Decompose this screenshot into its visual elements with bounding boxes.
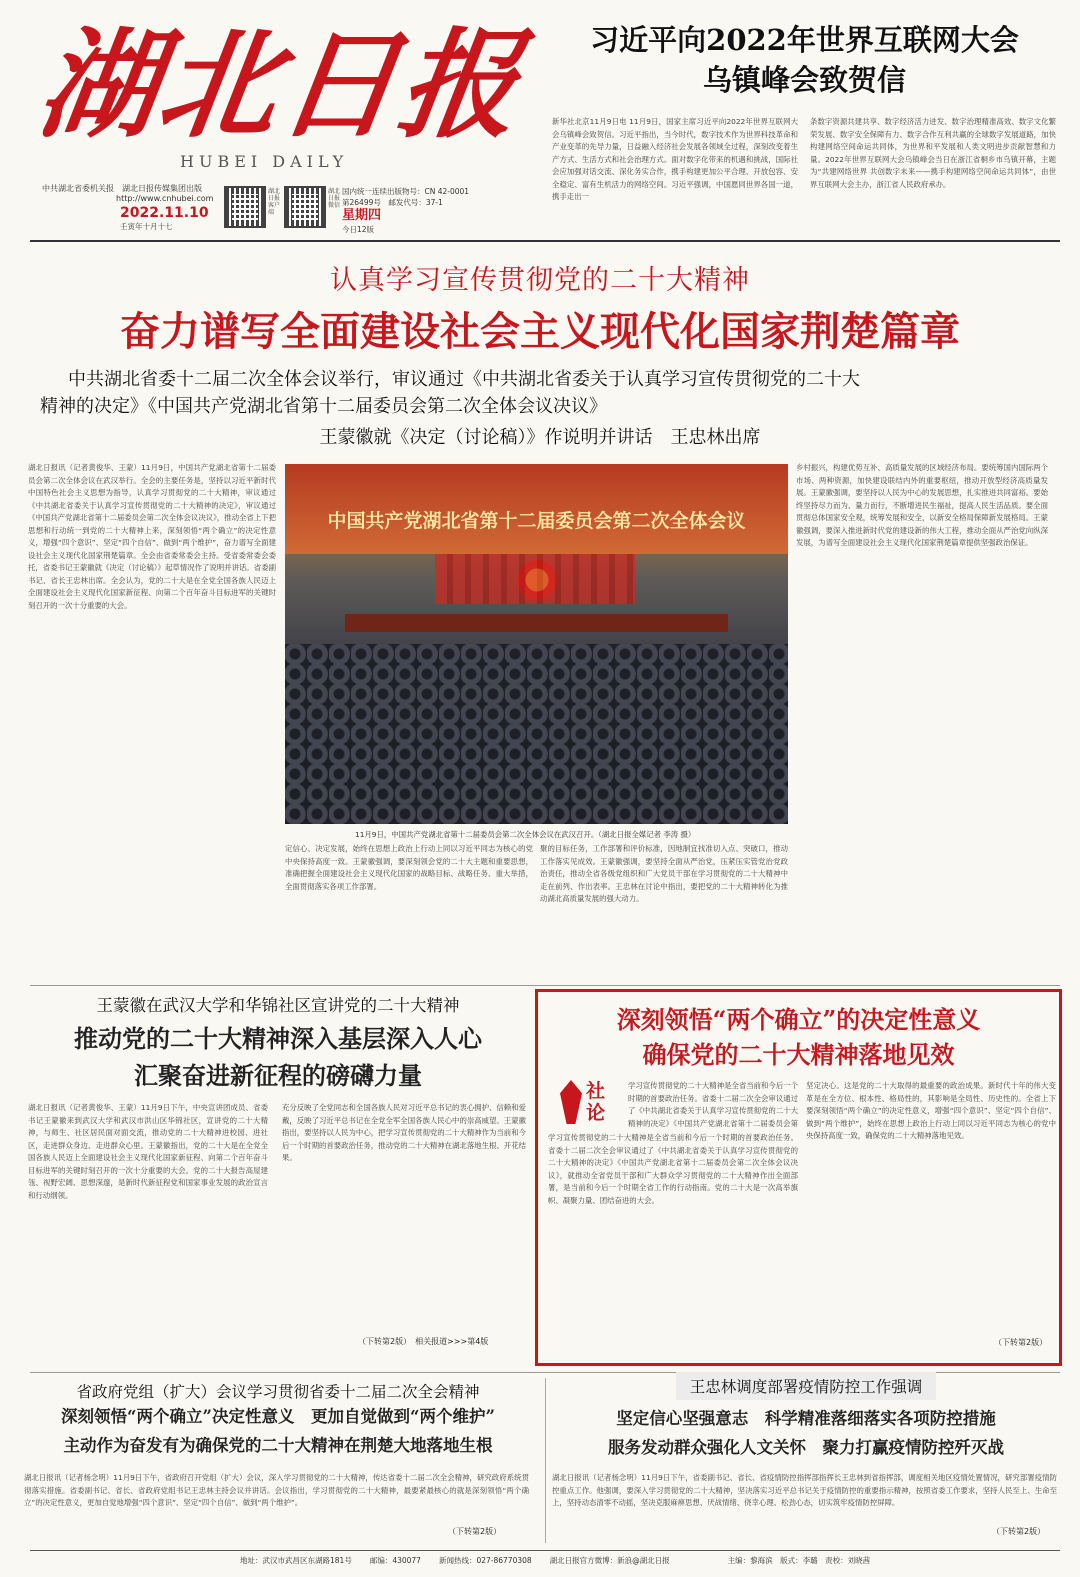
story-2-kicker: 王蒙徽在武汉大学和华锦社区宣讲党的二十大精神 (96, 996, 460, 1015)
editorial-body-1b: 学习宣传贯彻党的二十大精神是全省当前和今后一个时期的首要政治任务。省委十二届二次全会审议通过了《中共湖北省委关于认真学习宣传贯彻党的二十大精神的决定》《中国共产党湖北省第十二届委员会第 (628, 1081, 798, 1128)
story-3-continue[interactable]: （下转第2版） (448, 1527, 502, 1536)
story-2-body-2: 充分反映了全党同志和全国各族人民对习近平总书记的衷心拥护、信赖和爱戴，反映了习近平总书记在全党全军全国各族人民心中的崇高威望。王蒙徽指出，要坚持以人民为中心，把学习宣传贯彻党的二十大精神作为当前和今后一个时期的首要政治任务，推动党的二十大精神在湖北落地生根、开花结果。 (282, 1103, 526, 1162)
website-url[interactable]: http://www.cnhubei.com (116, 194, 214, 203)
footer-divider (30, 1550, 1060, 1551)
lead-photo[interactable] (285, 464, 788, 824)
story-4 (552, 1372, 1060, 1547)
photo-flags (435, 554, 635, 604)
lead-body-mid-1: 定信心、决定发展，始终在思想上政治上行动上同以习近平同志为核心的党中央保持高度一致。王蒙徽强调，要深刻领会党的二十大主题和重要思想，准确把握全面建设社会主义现代化国家的战略目标、战略任务、重大举措，全面贯彻落实各项工作部署。 (285, 844, 533, 891)
lead-subhead-2: 精神的决定》《中国共产党湖北省第十二届委员会第二次全体会议决议》 (40, 396, 607, 417)
lunar-date: 壬寅年十月十七 (120, 222, 173, 231)
divider (30, 240, 1060, 242)
lead-subhead-1: 中共湖北省委十二届二次全体会议举行，审议通过《中共湖北省委关于认真学习宣传贯彻党的二十大 (68, 369, 860, 390)
date-block (120, 205, 220, 232)
story-2-continue[interactable]: （下转第2版） 相关报道>>>第4版 (358, 1337, 489, 1346)
issue-info (342, 186, 502, 235)
editorial-box (535, 989, 1062, 1366)
lead-body-left: 湖北日报讯（记者黄俊华、王蒙）11月9日，中国共产党湖北省第十二届委员会第二次全体会议在武汉举行。全会的主要任务是，坚持以习近平新时代中国特色社会主义思想为指导，认真学习贯彻党的二十大精神，审议通过《中共湖北省委关于认真学习宣传贯彻党的二十大精神的决定》，审议通过《中国共产党湖北省第十二届委员会第二次全体会议决议》，推动全省上下把思想和行动统一到党的二十大精神上来，深刻领悟“两个确立”的决定性意义，增强“四个意识”、坚定“四个自信”、做到“两个维护”，奋力谱写全面建设社会主义现代化国家荆楚篇章。全会由省委常委会主持。受省委常委会委托，省委书记王蒙徽就《决定（讨论稿）》起草情况作了说明并讲话。省委副书记、省长王忠林出席。全会认为，党的二十大是在全党全国各族人民迈上全面建设社会主义现代化国家新征程、向第二个百年奋斗目标进军的关键时刻召开的一次十分重要的大会。 (28, 463, 276, 610)
story-4-body: 湖北日报讯（记者杨念明）11月9日下午，省委副书记、省长、省疫情防控指挥部指挥长王忠林到省指挥部，调度相关地区疫情处置情况，研究部署疫情防控重点工作。他强调，要深入学习贯彻党的二十大精神，坚决落实习近平总书记关于疫情防控的重要指示精神，按照省委工作要求，坚持人民至上、生命至上，坚持动态清零不动摇，坚决克服麻痹思想、厌战情绪、侥幸心理、松劲心态，切实筑牢疫情防控屏障。 (552, 1473, 1057, 1507)
page-count: 今日12版 (342, 225, 375, 234)
footer-hotline: 新闻热线：027-86770308 (438, 1556, 532, 1565)
lead-body-mid-2: 聚的目标任务，工作部署和评价标准，因地制宜找准切入点、突破口，推动工作落实见成效。王蒙徽强调，要坚持全面从严治党，压紧压实管党治党政治责任，推动全省各级党组织和广大党员干部在学习贯彻党的二十大精神中走在前列、作出表率。王忠林在讨论中指出，要把党的二十大精神转化为推动湖北高质量发展的强大动力。 (540, 844, 788, 903)
story-3-title-2[interactable]: 主动作为奋发有为确保党的二十大精神在荆楚大地落地生根 (63, 1436, 493, 1455)
story-2-title-2[interactable]: 汇聚奋进新征程的磅礴力量 (134, 1061, 422, 1090)
editorial-badge (560, 1080, 620, 1124)
lead-body-right: 乡村振兴，构建优势互补、高质量发展的区域经济布局。要统筹国内国际两个市场、两种资源，加快建设联结内外的重要枢纽，推动开放型经济高质量发展。王蒙徽强调，要坚持以人民为中心的发展思想，扎实推进共同富裕。要始终坚持尽力而为、量力而行，不断增进民生福祉，提高人民生活品质。要全面贯彻总体国家安全观，统筹发展和安全，以新安全格局保障新发展格局。王蒙徽强调，要深入推进新时代党的建设新的伟大工程，推动全面从严治党向纵深发展，为谱写全面建设社会主义现代化国家荆楚篇章提供坚强政治保证。 (796, 463, 1048, 547)
lead-kicker: 认真学习宣传贯彻党的二十大精神 (330, 265, 750, 296)
story-4-kicker-text: 王忠林调度部署疫情防控工作强调 (676, 1372, 937, 1400)
qr-code-app[interactable] (224, 186, 266, 228)
story-4-continue[interactable]: （下转第2版） (992, 1527, 1046, 1536)
issue-number: 第26499号 邮发代号：37-1 (342, 198, 443, 207)
editorial-title-2[interactable]: 确保党的二十大精神落地见效 (642, 1040, 955, 1069)
footer-zipcode: 邮编：430077 (369, 1556, 421, 1565)
qr-code-wechat[interactable] (284, 186, 326, 228)
editorial-body-2: 坚定决心。这是党的二十大取得的最重要的政治成果。新时代十年的伟大变革是在全方位、根本性、格局性的，其影响是全局性、历史性的。全省上下要深刻领悟“两个确立”的决定性意义，增强“四个意识”、坚定“四个自信”、做到“两个维护”，始终在思想上政治上行动上同以习近平同志为核心的党中央保持高度一致，确保党的二十大精神落地见效。 (806, 1081, 1056, 1140)
top-story-title-2[interactable]: 乌镇峰会致贺信 (702, 63, 906, 97)
column-divider (545, 1378, 546, 1543)
story-4-title-2[interactable]: 服务发动群众强化人文关怀 聚力打赢疫情防控歼灭战 (608, 1438, 1004, 1457)
lead-subhead (40, 366, 1040, 451)
qr-label-wechat: 湖北日报微信 (328, 188, 341, 209)
newspaper-logo: 湖北日报 (30, 15, 530, 154)
publisher: 中共湖北省委机关报 湖北日报传媒集团出版 (42, 184, 202, 193)
story-4-title-1[interactable]: 坚定信心坚强意志 科学精准落细落实各项防控措施 (616, 1409, 996, 1428)
story-3-title-1[interactable]: 深刻领悟“两个确立”决定性意义 更加自觉做到“两个维护” (61, 1407, 495, 1426)
pen-nib-icon (560, 1080, 582, 1124)
footer-address: 地址：武汉市武昌区东湖路181号 (240, 1556, 352, 1565)
photo-banner: 中国共产党湖北省第十二届委员会第二次全体会议 (327, 510, 746, 532)
top-story (552, 20, 1057, 235)
masthead (0, 0, 540, 205)
footer-editors: 主编：黎海滨 版式：李璐 责校：刘晓茜 (727, 1556, 871, 1565)
weekday: 星期四 (342, 208, 382, 223)
lead-headline[interactable]: 奋力谱写全面建设社会主义现代化国家荆楚篇章 (120, 308, 960, 355)
photo-rostrum (345, 614, 728, 632)
top-story-title-1[interactable]: 习近平向2022年世界互联网大会 (590, 23, 1019, 57)
footer (240, 1555, 1060, 1566)
issue-date: 2022.11.10 (120, 205, 209, 221)
story-3 (18, 1380, 538, 1545)
lead-subhead-3: 王蒙徽就《决定（讨论稿）》作说明并讲话 王忠林出席 (319, 427, 761, 448)
top-story-col-1: 新华社北京11月9日电 11月9日，国家主席习近平向2022年世界互联网大会乌镇峰会致贺信。习近平指出，当今时代，数字技术作为世界科技革命和产业变革的先导力量，日益融入经济社会发展各领域全过程，深刻改变着生产方式、生活方式和社会治理方式。面对数字化带来的机遇和挑战，国际社会应加强对话交流、深化务实合作，携手构建更加公平合理、开放包容、安全稳定、富有生机活力的网络空间。习近平强调，中国愿同世界各国一道，携手走出一 (552, 117, 798, 201)
editorial-body-1: 学习宣传贯彻党的二十大精神是全省当前和今后一个时期的首要政治任务。省委十二届二次全会审议通过了《中共湖北省委关于认真学习宣传贯彻党的二十大精神的决定》《中国共产党湖北省第十二届委员会第二次全体会议决议》，就推动全省党员干部和广大群众学习贯彻党的二十大精神作出全面部署，是当前和今后一个时期全省工作的行动指南。党的二十大是一次高举旗帜、凝聚力量、团结奋进的大会。 (548, 1133, 798, 1205)
story-2-title-1[interactable]: 推动党的二十大精神深入基层深入人心 (74, 1024, 482, 1053)
editorial-title-1[interactable]: 深刻领悟“两个确立”的决定性意义 (616, 1005, 981, 1034)
newspaper-logo-en: HUBEI DAILY (180, 152, 349, 171)
photo-caption: 11月9日，中国共产党湖北省第十二届委员会第二次全体会议在武汉召开。（湖北日报全媒记者 李涛 摄） (355, 830, 696, 839)
cn-number: 国内统一连续出版物号：CN 42-0001 (342, 187, 470, 196)
story-4-kicker (552, 1372, 1060, 1400)
story-2 (28, 992, 528, 1367)
top-story-col-2: 条数字资源共建共享、数字经济活力迸发、数字治理精准高效、数字文化繁荣发展、数字安全保障有力、数字合作互利共赢的全球数字发展道路，加快构建网络空间命运共同体，为世界和平发展和人类文明进步贡献智慧和力量。2022年世界互联网大会乌镇峰会当日在浙江省桐乡市乌镇开幕，主题为“共建网络世界 共创数字未来——携手构建网络空间命运共同体”，由世界互联网大会主办，浙江省人民政府承办。 (810, 117, 1056, 189)
footer-weibo[interactable]: 湖北日报官方微博：新浪@湖北日报 (549, 1556, 670, 1565)
qr-label-app: 湖北日报客户端 (268, 188, 281, 216)
editorial-badge-label: 社论 (586, 1080, 606, 1124)
divider (30, 985, 1060, 986)
story-2-body-1: 湖北日报讯（记者黄俊华、王蒙）11月9日下午，中央宣讲团成员、省委书记王蒙徽来到武汉大学和武汉市洪山区华锦社区，宣讲党的二十大精神，与师生、社区居民面对面交流，推动党的二十大精神进校园、进社区，走进群众身边、走进群众心里。王蒙徽指出，党的二十大是在全党全国各族人民迈上全面建设社会主义现代化国家新征程、向第二个百年奋斗目标进军的关键时刻召开的一次十分重要的大会。党的二十大报告高屋建瓴、视野宏阔、思想深邃，是新时代新征程党和国家事业发展的政治宣言和行动纲领。 (28, 1103, 268, 1200)
story-3-body: 湖北日报讯（记者杨念明）11月9日下午，省政府召开党组（扩大）会议，深入学习贯彻党的二十大精神，传达省委十二届二次全会精神，研究政府系统贯彻落实措施。省委副书记、省长、省政府党组书记王忠林主持会议并讲话。会议指出，学习贯彻党的二十大精神，最要紧最核心的就是深刻领悟“两个确立”的决定性意义，更加自觉地增强“四个意识”、坚定“四个自信”、做到“两个维护”。 (24, 1473, 529, 1507)
editorial-continue[interactable]: （下转第2版） (994, 1338, 1048, 1347)
story-3-kicker: 省政府党组（扩大）会议学习贯彻省委十二届二次全会精神 (76, 1383, 480, 1401)
photo-audience (285, 644, 788, 824)
